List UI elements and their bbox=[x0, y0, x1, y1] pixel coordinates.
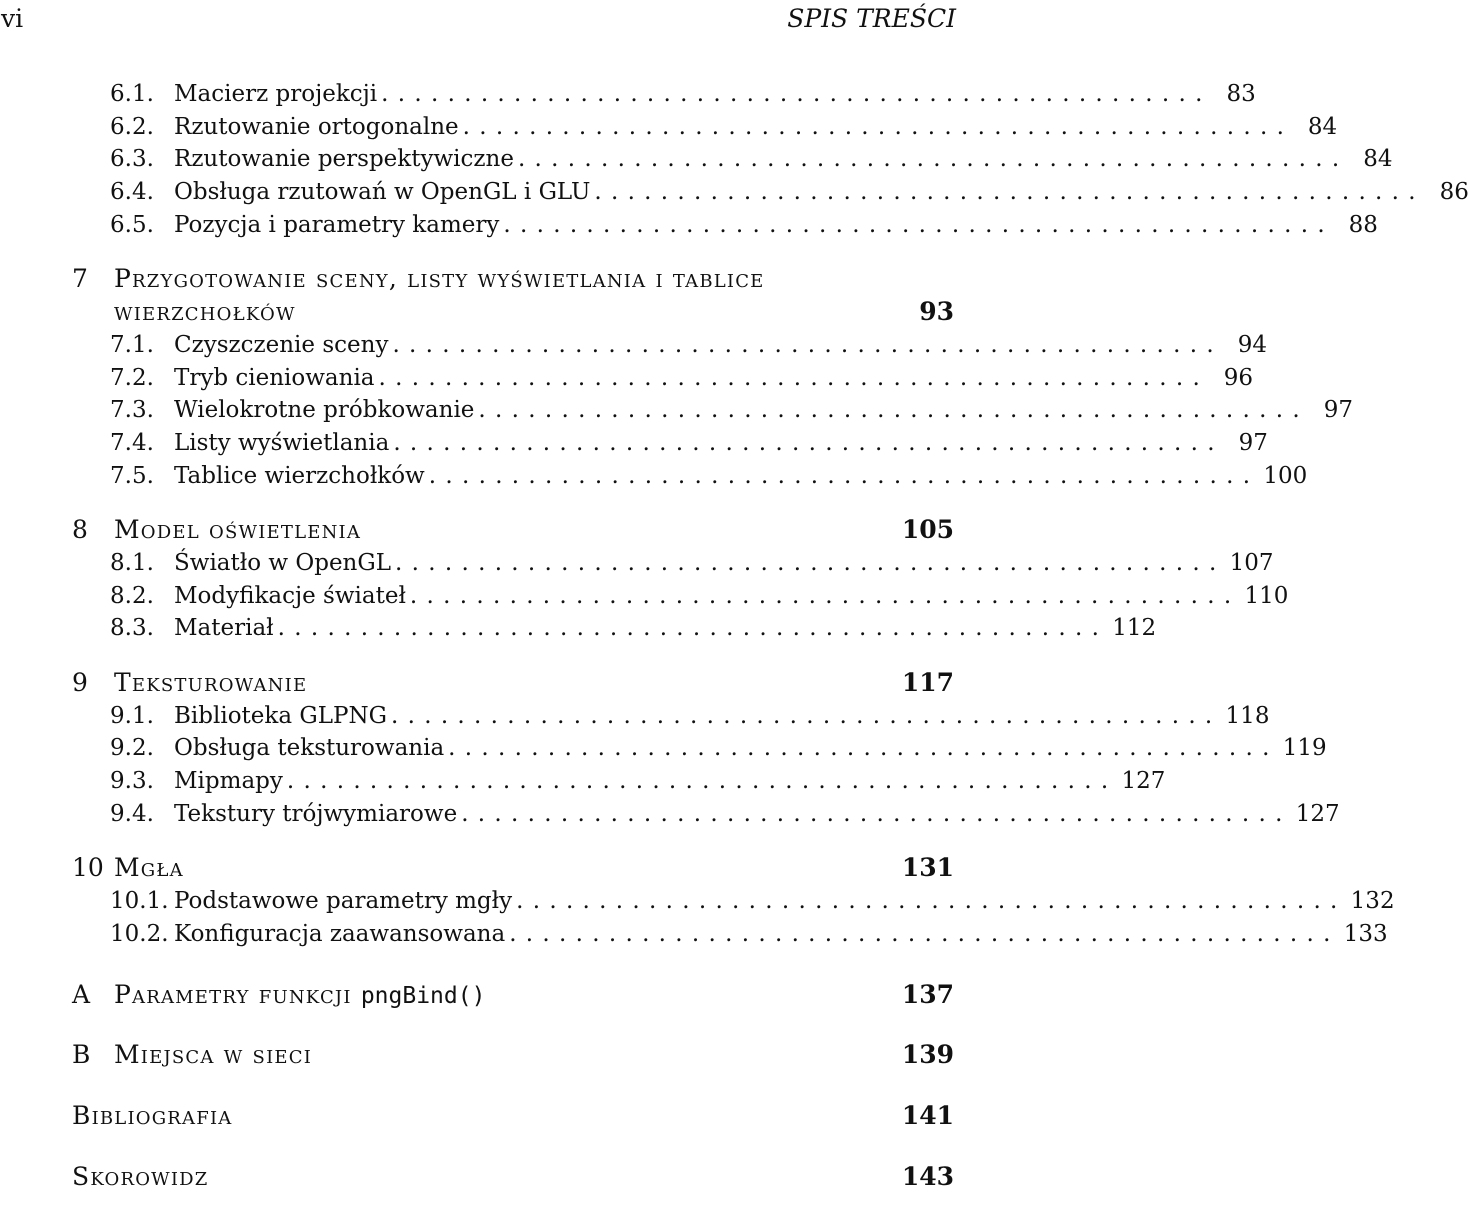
toc-entry-6-5[interactable]: 6.5. Pozycja i parametry kamery .................................................. 88 bbox=[110, 209, 954, 242]
toc-chapter-10[interactable]: 10 Mgła 131 bbox=[72, 852, 954, 885]
toc-entry-7-1[interactable]: 7.1. Czyszczenie sceny .................................................. 94 bbox=[110, 329, 954, 362]
toc-entry-6-2[interactable]: 6.2. Rzutowanie ortogonalne .................................................. 84 bbox=[110, 111, 954, 144]
toc-appendix-a[interactable]: A Parametry funkcji pngBind() 137 bbox=[72, 979, 954, 1012]
toc-entry-7-5[interactable]: 7.5. Tablice wierzchołków .................................................. 100 bbox=[110, 460, 954, 493]
toc-entry-9-3[interactable]: 9.3. Mipmapy .................................................. 127 bbox=[110, 765, 954, 798]
toc-chapter-8[interactable]: 8 Model oświetlenia 105 bbox=[72, 514, 954, 547]
toc-entry-7-3[interactable]: 7.3. Wielokrotne próbkowanie .................................................. 97 bbox=[110, 394, 954, 427]
toc-entry-7-2[interactable]: 7.2. Tryb cieniowania .................................................. 96 bbox=[110, 362, 954, 395]
toc-entry-9-1[interactable]: 9.1. Biblioteka GLPNG .................................................. 118 bbox=[110, 700, 954, 733]
toc-chapter-9[interactable]: 9 Teksturowanie 117 bbox=[72, 667, 954, 700]
toc-entry-6-3[interactable]: 6.3. Rzutowanie perspektywiczne .................................................. 84 bbox=[110, 143, 954, 176]
toc-index[interactable]: Skorowidz 143 bbox=[72, 1161, 954, 1194]
toc-entry-8-1[interactable]: 8.1. Światło w OpenGL .................................................. 107 bbox=[110, 547, 954, 580]
toc-entry-10-1[interactable]: 10.1. Podstawowe parametry mgły .................................................. 132 bbox=[110, 885, 954, 918]
toc-appendix-b[interactable]: B Miejsca w sieci 139 bbox=[72, 1039, 954, 1072]
toc-entry-9-2[interactable]: 9.2. Obsługa teksturowania .................................................. 119 bbox=[110, 732, 954, 765]
toc-entry-10-2[interactable]: 10.2. Konfiguracja zaawansowana .................................................. 133 bbox=[110, 918, 954, 951]
toc-bibliography[interactable]: Bibliografia 141 bbox=[72, 1100, 954, 1133]
toc-entry-6-1[interactable]: 6.1. Macierz projekcji .................................................. 83 bbox=[110, 78, 954, 111]
table-of-contents bbox=[72, 78, 1469, 1193]
page-number: vi bbox=[1, 4, 24, 33]
toc-entry-9-4[interactable]: 9.4. Tekstury trójwymiarowe .................................................. 127 bbox=[110, 798, 954, 831]
toc-entry-7-4[interactable]: 7.4. Listy wyświetlania .................................................. 97 bbox=[110, 427, 954, 460]
toc-entry-8-2[interactable]: 8.2. Modyfikacje świateł .................................................. 110 bbox=[110, 580, 954, 613]
toc-entry-6-4[interactable]: 6.4. Obsługa rzutowań w OpenGL i GLU .................................................. 86 bbox=[110, 176, 954, 209]
toc-chapter-7[interactable]: 7 Przygotowanie sceny, listy wyświetlania i tablice wierzchołków 93 bbox=[72, 263, 954, 328]
page-header bbox=[0, 4, 958, 40]
toc-entry-8-3[interactable]: 8.3. Materiał .................................................. 112 bbox=[110, 612, 954, 645]
running-title: SPIS TREŚCI bbox=[787, 4, 956, 33]
function-name: pngBind() bbox=[360, 982, 486, 1009]
